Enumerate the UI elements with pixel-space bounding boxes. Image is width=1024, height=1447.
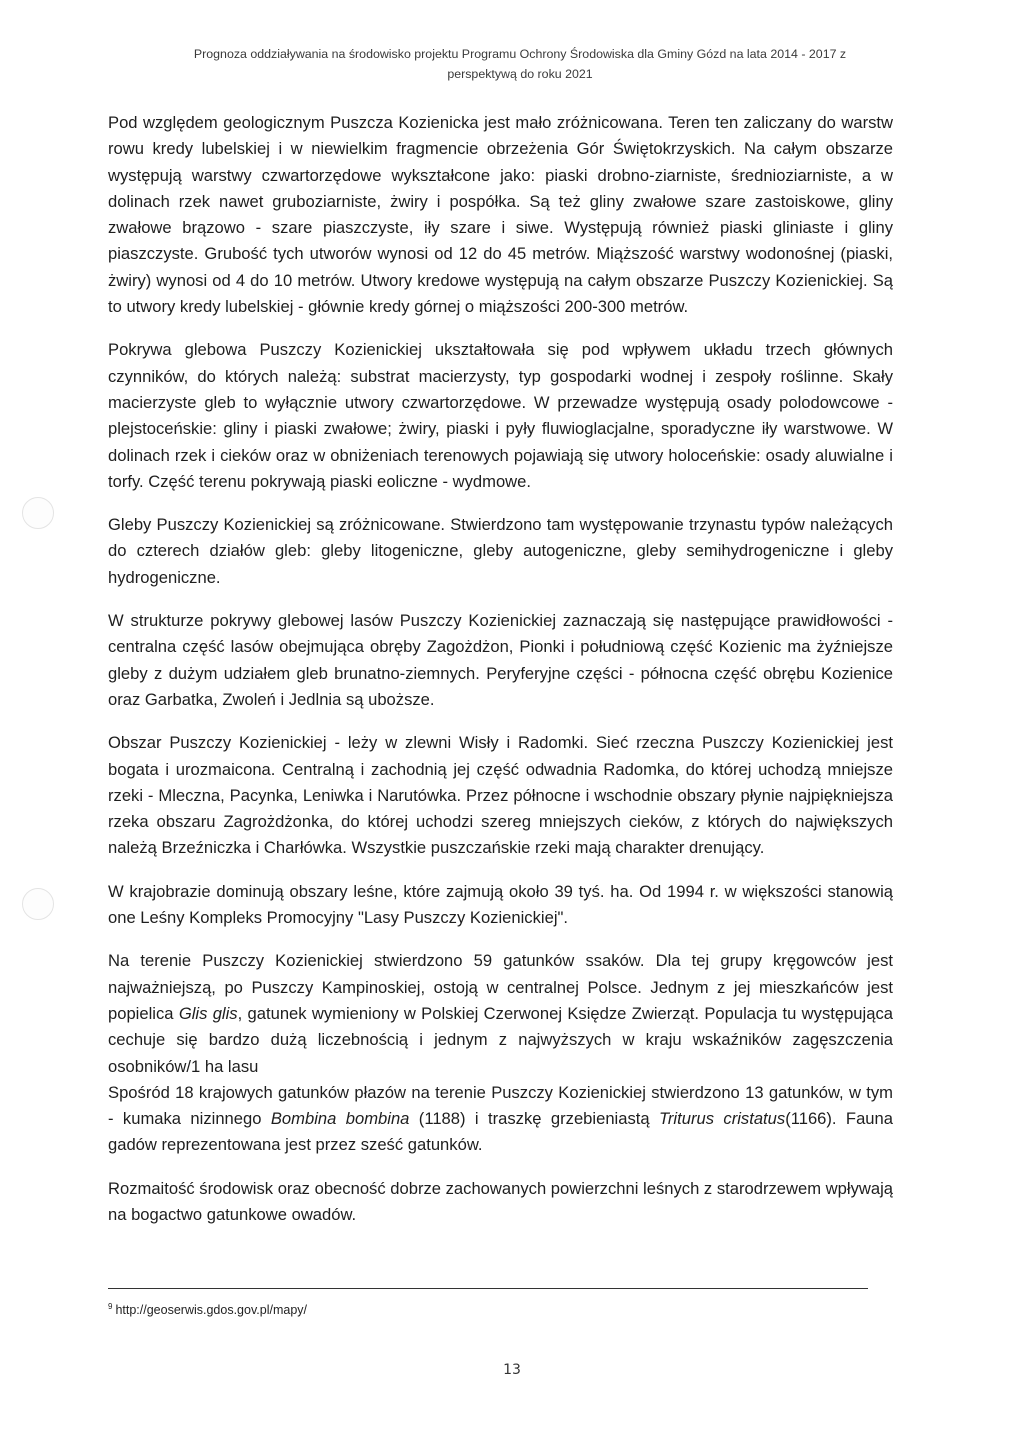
paragraph <box>108 1080 893 1159</box>
paragraph <box>108 337 893 495</box>
paragraph <box>108 879 893 932</box>
footnote-marker: 9 <box>108 1302 113 1311</box>
paragraph <box>108 512 893 591</box>
header-line-2: perspektywą do roku 2021 <box>447 67 593 81</box>
page-header <box>120 44 920 84</box>
paragraph-text: Rozmaitość środowisk oraz obecność dobrze zachowanych powierzchni leśnych z starodrzewem wpływają na bogactwo gatunkowe owadów. <box>108 1178 893 1224</box>
paragraph <box>108 608 893 713</box>
punch-hole-bottom <box>22 888 54 920</box>
footnote <box>108 1302 307 1317</box>
species-name: Glis glis <box>178 1003 238 1023</box>
paragraph-text: Pod względem geologicznym Puszcza Kozienicka jest mało zróżnicowana. Teren ten zaliczany do warstw rowu kredy lubelskiej i w niewielkim fragmencie obrzeżenia Gór Świętokrzyskich. Na całym obszarze występują warstwy czwartorzędowe wykształcone jako: piaski drobno-ziarniste, średnioziarniste, a w dolinach rzek nawet gruboziarniste, żwiry i pospółka. Są też gliny zwałowe szare zastoiskowe, gliny zwałowe brązowo - szare piaszczyste, iły szare i siwe. Występują również piaski gliniaste i gliny piaszczyste. Grubość tych utworów wynosi od 12 do 45 metrów. Miąższość warstwy wodonośnej (piaski, żwiry) wynosi od 4 do 10 metrów. Utwory kredowe występują na całym obszarze Puszczy Kozienickiej. Są to utwory kredy lubelskiej - głównie kredy górnej o miąższości 200-300 metrów. <box>108 113 893 317</box>
species-name: Bombina bombina <box>270 1109 410 1129</box>
paragraph-text: Obszar Puszczy Kozienickiej - leży w zlewni Wisły i Radomki. Sieć rzeczna Puszczy Kozienickiej jest bogata i urozmaicona. Centralną i zachodnią jej część odwadnia Radomka, do której uchodzą mniejsze rzeki - Mleczna, Pacynka, Leniwka i Narutówka. Przez północne i wschodnie obszary płynie najpiękniejsza rzeka obszaru Zagrożdżonka, do której uchodzi szereg mniejszych cieków, z których do największych należą Brzeźniczka i Charłówka. Wszystkie puszczańskie rzeki mają charakter drenujący. <box>108 733 893 858</box>
page-number: 13 <box>503 1362 521 1378</box>
body-text <box>108 110 893 1245</box>
punch-hole-top <box>22 497 54 529</box>
paragraph-text: Na terenie Puszczy Kozienickiej stwierdzono 59 gatunków ssaków. Dla tej grupy kręgowców jest najważniejszą, po Puszczy Kampinoskiej, ostoją w centralnej Polsce. Jednym z jej mieszkańców jest popielica <box>108 951 893 1023</box>
paragraph-text: , gatunek wymieniony w Polskiej Czerwonej Księdze Zwierząt. Populacja tu występująca cechuje się bardzo dużą liczebnością i jednym z najwyższych w kraju wskaźników zagęszczenia osobników/1 ha lasu <box>108 1003 893 1076</box>
paragraph-text: W krajobrazie dominują obszary leśne, które zajmują około 39 tyś. ha. Od 1994 r. w większości stanowią one Leśny Kompleks Promocyjny "Lasy Puszczy Kozienickiej". <box>108 881 893 928</box>
header-line-1: Prognoza oddziaływania na środowisko projektu Programu Ochrony Środowiska dla Gminy Gózd na lata 2014 - 2017 z <box>193 47 847 61</box>
footnote-divider <box>108 1288 868 1289</box>
paragraph-text: (1166). Fauna gadów reprezentowana jest przez sześć gatunków. <box>108 1109 893 1155</box>
paragraph-text: W strukturze pokrywy glebowej lasów Puszczy Kozienickiej zaznaczają się następujące prawidłowości - centralna część lasów obejmująca obręby Zagożdżon, Pionki i południową część Kozienic ma żyźniejsze gleby z dużym udziałem gleb brunatno-ziemnych. Peryferyjne części - północna część obrębu Kozienice oraz Garbatka, Zwoleń i Jedlnia są uboższe. <box>108 611 893 709</box>
paragraph <box>108 1176 893 1229</box>
paragraph-text: Spośród 18 krajowych gatunków płazów na terenie Puszczy Kozienickiej stwierdzono 13 gatunków, w tym - kumaka nizinnego <box>108 1082 893 1129</box>
paragraph <box>108 948 893 1079</box>
paragraph-text: Pokrywa glebowa Puszczy Kozienickiej ukształtowała się pod wpływem układu trzech głównych czynników, do których należą: substrat macierzysty, typ gospodarki wodnej i zespoły roślinne. Skały macierzyste gleb to wyłącznie utwory czwartorzędowe. W przewadze występują osady polodowcowe - plejstoceńskie: gliny i piaski zwałowe; żwiry, piaski i pyły fluwioglacjalne, sporadyczne iły warstwowe. W dolinach rzek i cieków oraz w obniżeniach terenowych pojawiają się utwory holoceńskie: osady aluwialne i torfy. Część terenu pokrywają piaski eoliczne - wydmowe. <box>108 340 893 491</box>
paragraph <box>108 110 893 320</box>
paragraph-text: (1188) i traszkę grzebieniastą <box>409 1109 659 1129</box>
footnote-text: http://geoserwis.gdos.gov.pl/mapy/ <box>115 1303 307 1318</box>
paragraph-text: Gleby Puszczy Kozienickiej są zróżnicowane. Stwierdzono tam występowanie trzynastu typów należących do czterech działów gleb: gleby litogeniczne, gleby autogeniczne, gleby semihydrogeniczne i gleby hydrogeniczne. <box>108 515 893 587</box>
paragraph <box>108 730 893 861</box>
species-name: Triturus cristatus <box>659 1109 786 1129</box>
